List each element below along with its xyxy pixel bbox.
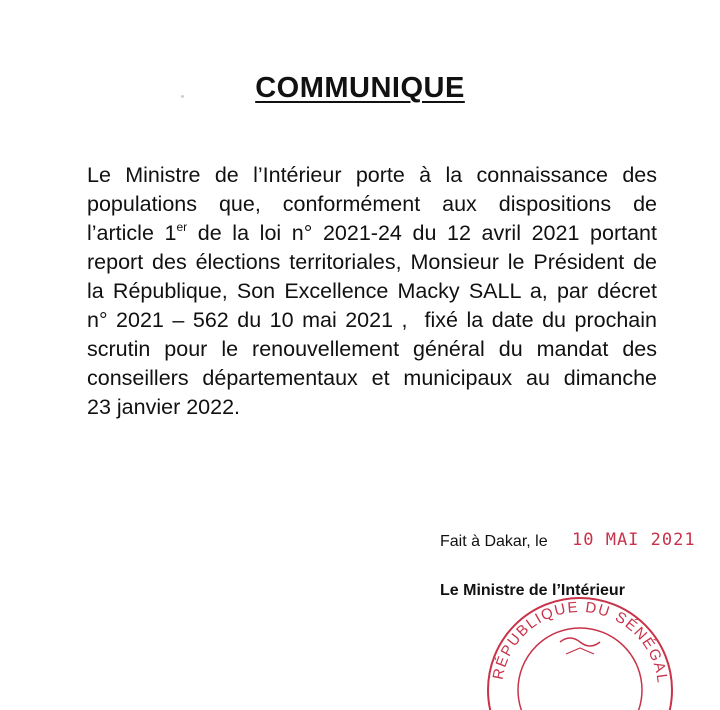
official-seal (480, 590, 680, 710)
body-line-3 (87, 219, 657, 248)
body-text: 23 janvier 2022. (87, 395, 240, 419)
body-line-4 (87, 248, 657, 277)
body-line-5 (87, 277, 657, 306)
place-label: Fait à Dakar, le (440, 533, 548, 550)
body-text: de la loi n° 2021-24 du 12 avril 2021 portant (187, 221, 657, 245)
body-text: scrutin pour le renouvellement général du mandat des (87, 337, 657, 361)
body-line-9 (87, 393, 657, 422)
body-line-7 (87, 335, 657, 364)
seal-text: RÉPUBLIQUE DU SÉNÉGAL (489, 598, 671, 685)
body-text: Le Ministre de l’Intérieur porte à la connaissance des (87, 163, 657, 187)
body-text: conseillers départementaux et municipaux au dimanche (87, 366, 657, 390)
body-line-2 (87, 190, 657, 219)
title-text: COMMUNIQUE (255, 72, 465, 104)
body-line-8 (87, 364, 657, 393)
communique-body (87, 161, 657, 422)
body-text: n° 2021 – 562 du 10 mai 2021 , fixé la date du prochain (87, 308, 657, 332)
body-line-1 (87, 161, 657, 190)
body-text: l’article 1 (87, 221, 177, 245)
ordinal-superscript: er (176, 220, 188, 234)
body-text: report des élections territoriales, Monsieur le Président de (87, 250, 657, 274)
body-line-6 (87, 306, 657, 335)
body-text: la République, Son Excellence Macky SALL a, par décret (87, 279, 657, 303)
date-stamp: 10 MAI 2021 (572, 530, 696, 550)
body-text: populations que, conformément aux dispositions de (87, 192, 657, 216)
document-title (0, 72, 720, 105)
signatory-title: Le Ministre de l’Intérieur (440, 582, 625, 599)
